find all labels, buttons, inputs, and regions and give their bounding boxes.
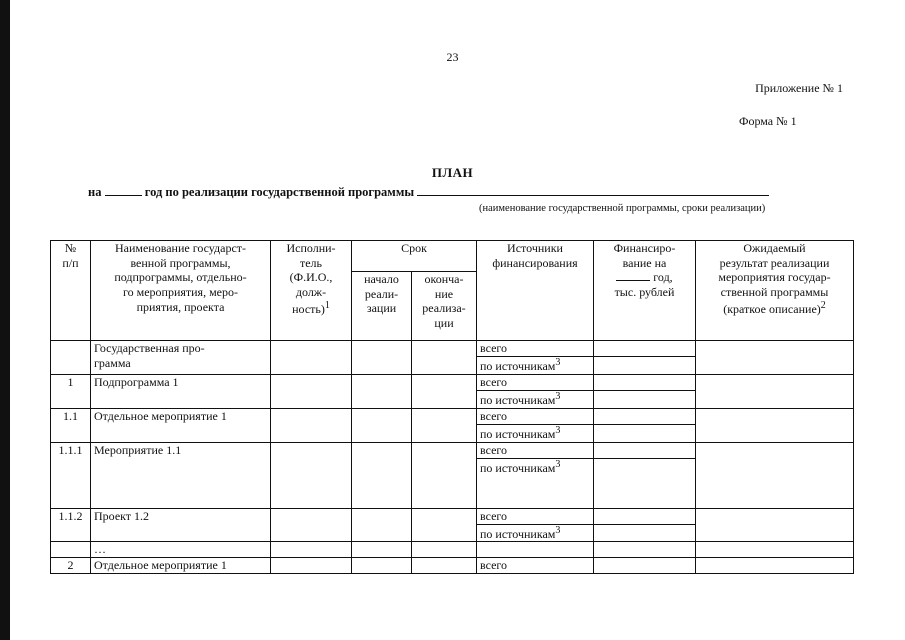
program-name-blank-line [417,184,769,196]
table-row: 1.1 Отдельное мероприятие 1 всего [51,408,854,424]
row-name: Подпрограмма 1 [91,374,271,408]
table-row: 1 Подпрограмма 1 всего [51,374,854,390]
row-name: Отдельное мероприятие 1 [91,408,271,442]
year-blank-line [105,184,142,196]
table-header-row [51,241,854,272]
header-executor: Исполни- тель (Ф.И.О., долж- ность)$^1$ [271,241,352,341]
table-row: по источникам$^3$ [51,524,854,542]
header-financing: Финансиро- вание на год, тыс. рублей [594,241,696,341]
row-name: Мероприятие 1.1 [91,442,271,508]
document-title: ПЛАН [431,165,474,180]
table-row: 1.1.1 Мероприятие 1.1 всего [51,442,854,458]
document-subtitle [88,184,769,200]
row-name: Отдельное мероприятие 1 [91,557,271,573]
header-name: Наименование государст- венной программы, подпрограммы, отдельно- го мероприятия, меро- приятия, проекта [91,241,271,341]
form-label: Форма № 1 [739,114,797,128]
subtitle-middle: год по реализации государственной программы [144,185,415,199]
table-row: 1.1.2 Проект 1.2 всего [51,508,854,524]
header-term-start: начало реали- зации [352,272,412,341]
table-row: по источникам$^3$ [51,390,854,408]
subtitle-prefix: на [88,185,102,199]
header-term-end: оконча- ние реализа- ции [412,272,477,341]
row-name: Проект 1.2 [91,508,271,542]
table-row [51,542,854,558]
table-row: Государственная про- грамма всего [51,341,854,357]
header-num: № п/п [51,241,91,341]
header-term: Срок [352,241,477,272]
header-result: Ожидаемый результат реализации мероприятия государ- ственной программы (краткое описание)$^2$ [696,241,854,341]
table-row: по источникам$^3$ [51,458,854,508]
subtitle-hint: (наименование государственной программы, сроки реализации) [479,203,766,214]
row-name: Государственная про- грамма [91,341,271,375]
plan-table [50,240,854,574]
header-sources: Источники финансирования [477,241,594,341]
table-row: по источникам$^3$ [51,357,854,375]
table-row: по источникам$^3$ [51,424,854,442]
row-name: … [91,542,271,558]
appendix-label: Приложение № 1 [755,81,843,95]
scan-edge-bar [0,0,10,640]
page-number: 23 [446,50,459,64]
table-row: 2 Отдельное мероприятие 1 всего [51,557,854,573]
